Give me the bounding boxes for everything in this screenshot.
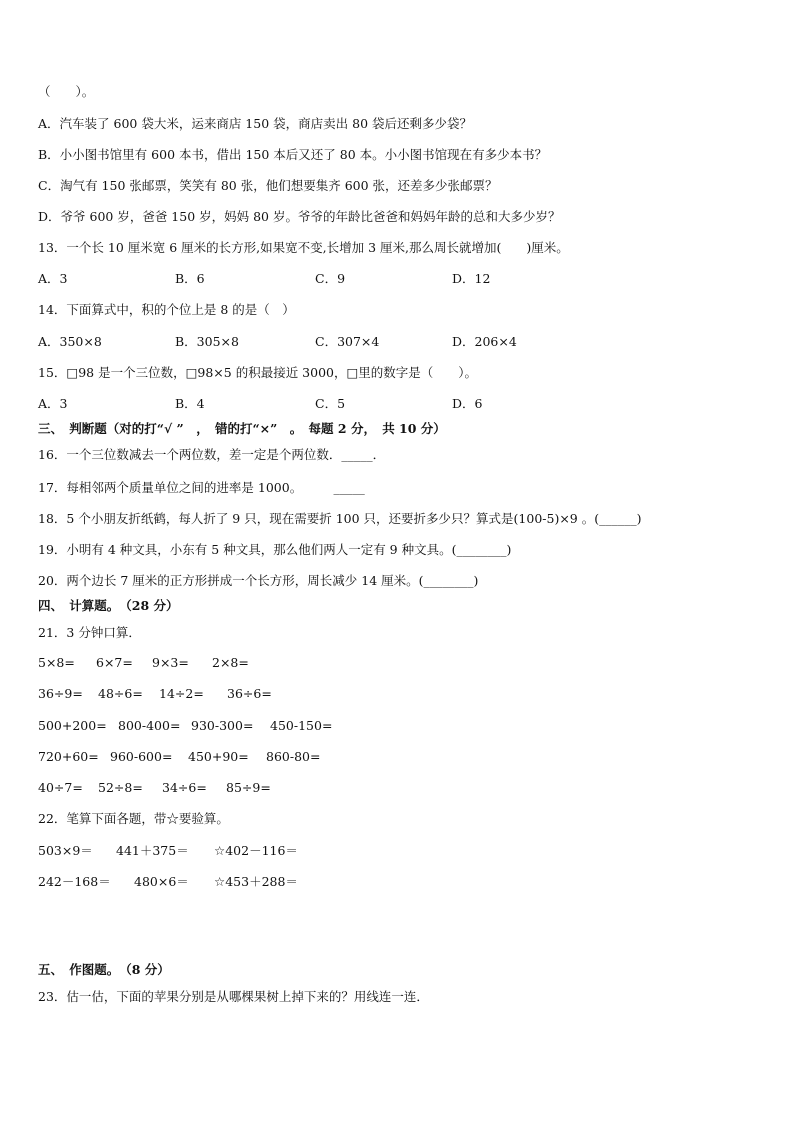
q14-option-b: B．305×8 bbox=[175, 334, 239, 349]
mental-item: 720+60= bbox=[38, 749, 99, 764]
q14-option-d: D．206×4 bbox=[452, 334, 517, 349]
q13-option-a: A．3 bbox=[38, 271, 68, 286]
question-15: 15．□98 是一个三位数，□98×5 的积最接近 3000，□里的数字是（ ）。 bbox=[38, 365, 478, 380]
question-21: 21．3 分钟口算． bbox=[38, 625, 141, 640]
q12-tail: （ ）。 bbox=[38, 84, 95, 99]
question-19: 19．小明有 4 种文具，小东有 5 种文具，那么他们两人一定有 9 种文具。(________) bbox=[38, 542, 512, 557]
q15-option-b: B．4 bbox=[175, 396, 205, 411]
q13-option-c: C．9 bbox=[315, 271, 346, 286]
section-3-heading: 三、 判断题（对的打“√ ” ， 错的打“×” 。 每题 2 分， 共 10 分） bbox=[38, 421, 446, 436]
written-item: ☆402－116＝ bbox=[214, 843, 298, 858]
mental-item: 6×7= bbox=[96, 655, 133, 670]
q15-option-d: D．6 bbox=[452, 396, 483, 411]
mental-item: 800-400= bbox=[118, 718, 181, 733]
written-item: 441＋375＝ bbox=[116, 843, 189, 858]
q13-option-d: D．12 bbox=[452, 271, 491, 286]
mental-item: 450-150= bbox=[270, 718, 333, 733]
question-22: 22．笔算下面各题，带☆要验算。 bbox=[38, 811, 229, 826]
question-17: 17．每相邻两个质量单位之间的进率是 1000。 _____ bbox=[38, 480, 365, 495]
question-13: 13．一个长 10 厘米宽 6 厘米的长方形,如果宽不变,长增加 3 厘米,那么周长就增加( )厘米。 bbox=[38, 240, 569, 255]
mental-item: 960-600= bbox=[110, 749, 173, 764]
mental-item: 9×3= bbox=[152, 655, 189, 670]
mental-item: 48÷6= bbox=[98, 686, 143, 701]
q12-option-b: B．小小图书馆里有 600 本书，借出 150 本后又还了 80 本。小小图书馆现在有多少本书？ bbox=[38, 147, 548, 162]
mental-item: 860-80= bbox=[266, 749, 321, 764]
q13-option-b: B．6 bbox=[175, 271, 205, 286]
section-4-heading: 四、 计算题。 （28 分） bbox=[38, 598, 179, 613]
q12-option-d: D．爷爷 600 岁，爸爸 150 岁，妈妈 80 岁。爷爷的年龄比爸爸和妈妈年龄的总和大多少岁？ bbox=[38, 209, 561, 224]
q12-option-c: C．淘气有 150 张邮票，笑笑有 80 张，他们想要集齐 600 张，还差多少张邮票？ bbox=[38, 178, 498, 193]
question-16: 16．一个三位数减去一个两位数，差一定是个两位数．_____． bbox=[38, 447, 386, 462]
mental-item: 450+90= bbox=[188, 749, 249, 764]
q12-option-a: A．汽车装了 600 袋大米，运来商店 150 袋，商店卖出 80 袋后还剩多少袋？ bbox=[38, 116, 472, 131]
q14-option-a: A．350×8 bbox=[38, 334, 102, 349]
written-item: 503×9＝ bbox=[38, 843, 93, 858]
written-item: 242－168＝ bbox=[38, 874, 111, 889]
mental-item: 52÷8= bbox=[98, 780, 143, 795]
written-item: 480×6＝ bbox=[134, 874, 189, 889]
question-14: 14．下面算式中，积的个位上是 8 的是（ ） bbox=[38, 302, 295, 317]
written-item: ☆453＋288＝ bbox=[214, 874, 298, 889]
mental-item: 14÷2= bbox=[159, 686, 204, 701]
q15-option-c: C．5 bbox=[315, 396, 346, 411]
mental-item: 40÷7= bbox=[38, 780, 83, 795]
question-23: 23．估一估，下面的苹果分别是从哪棵果树上掉下来的？用线连一连． bbox=[38, 989, 429, 1004]
q14-option-c: C．307×4 bbox=[315, 334, 380, 349]
question-20: 20．两个边长 7 厘米的正方形拼成一个长方形，周长减少 14 厘米。(________) bbox=[38, 573, 479, 588]
mental-item: 34÷6= bbox=[162, 780, 207, 795]
section-5-heading: 五、 作图题。 （8 分） bbox=[38, 962, 170, 977]
mental-item: 85÷9= bbox=[226, 780, 271, 795]
mental-item: 930-300= bbox=[191, 718, 254, 733]
mental-item: 36÷6= bbox=[227, 686, 272, 701]
mental-item: 5×8= bbox=[38, 655, 75, 670]
q15-option-a: A．3 bbox=[38, 396, 68, 411]
mental-item: 2×8= bbox=[212, 655, 249, 670]
mental-item: 36÷9= bbox=[38, 686, 83, 701]
question-18: 18．5 个小朋友折纸鹤，每人折了 9 只，现在需要折 100 只，还要折多少只？算式是(100-5)×9 。(______) bbox=[38, 511, 642, 526]
mental-item: 500+200= bbox=[38, 718, 107, 733]
